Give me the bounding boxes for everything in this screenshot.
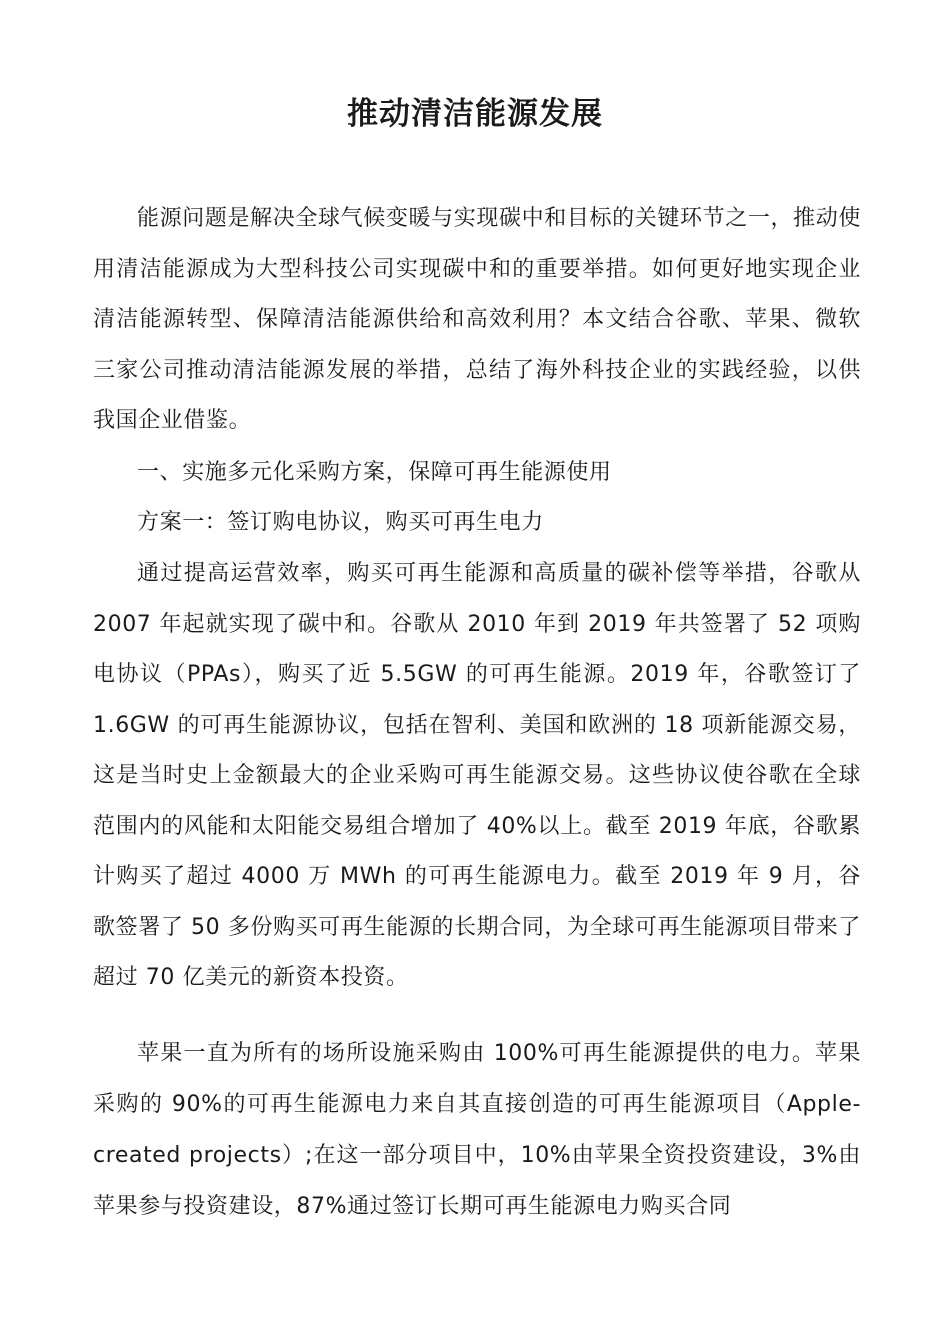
apple-paragraph: 苹果一直为所有的场所设施采购由 100%可再生能源提供的电力。苹果采购的 90%的可再生能源电力来自其直接创造的可再生能源项目（Apple-created projects）;在这一部分项目中，10%由苹果全资投资建设，3%由苹果参与投资建设，87%通过签订长期可再生能源电力购买合同 <box>93 1041 861 1219</box>
section-heading: 一、实施多元化采购方案，保障可再生能源使用 <box>137 460 612 485</box>
google-paragraph: 通过提高运营效率，购买可再生能源和高质量的碳补偿等举措，谷歌从 2007 年起就实现了碳中和。谷歌从 2010 年到 2019 年共签署了 52 项购电协议（PPAs），购买了近 5.5GW 的可再生能源。2019 年，谷歌签订了 1.6GW 的可再生能源协议，包括在智利、美国和欧洲的 18 项新能源交易，这是当时史上金额最大的企业采购可再生能源交易。这些协议使谷歌在全球范围内的风能和太阳能交易组合增加了 40%以上。截至 2019 年底，谷歌累计购买了超过 4000 万 MWh 的可再生能源电力。截至 2019 年 9 月，谷歌签署了 50 多份购买可再生能源的长期合同，为全球可再生能源项目带来了超过 70 亿美元的新资本投资。 <box>93 561 861 990</box>
subsection-heading: 方案一：签订购电协议，购买可再生电力 <box>137 510 544 535</box>
intro-paragraph: 能源问题是解决全球气候变暖与实现碳中和目标的关键环节之一，推动使用清洁能源成为大型科技公司实现碳中和的重要举措。如何更好地实现企业清洁能源转型、保障清洁能源供给和高效利用？本文结合谷歌、苹果、微软三家公司推动清洁能源发展的举措，总结了海外科技企业的实践经验，以供我国企业借鉴。 <box>93 206 861 433</box>
document-title: 推动清洁能源发展 <box>347 96 603 132</box>
